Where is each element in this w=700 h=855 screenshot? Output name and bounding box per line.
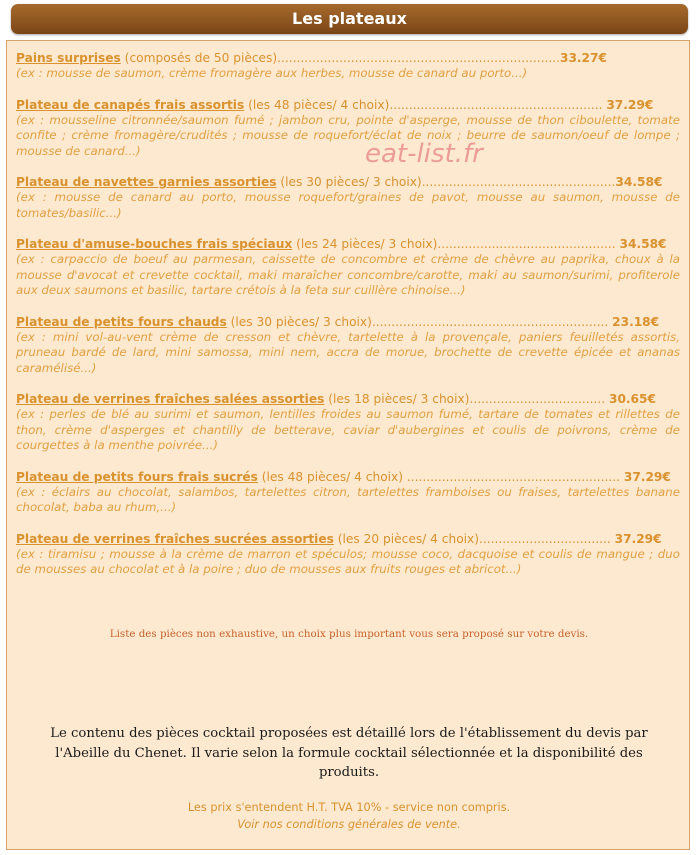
item-name-link[interactable]: Plateau de verrines fraîches salées assorties	[16, 392, 325, 406]
cocktail-content-note: Le contenu des pièces cocktail proposées est détaillé lors de l'établissement du devis par l'Abeille du Chenet. Il varie selon la formule cocktail sélectionnée et la disponibilité des produits.	[50, 726, 648, 780]
item-detail: (les 48 pièces/ 4 choix)	[244, 97, 390, 112]
item-name-link[interactable]: Plateau de petits fours chauds	[16, 314, 227, 329]
item-leader-dots: ..................................................	[421, 175, 616, 189]
pricing-footer	[7, 799, 691, 833]
item-name-link[interactable]: Plateau de canapés frais assortis	[16, 97, 245, 112]
list-item	[16, 391, 680, 454]
list-item	[16, 314, 680, 377]
item-name-link[interactable]: Plateau de verrines fraîches sucrées assorties	[16, 531, 334, 546]
item-description: (ex : mini vol-au-vent crème de cresson et chèvre, tartelette à la provençale, paniers feuilletés assortis, pruneau bardé de lard, mini samossa, mini nem, accra de morue, brochette de crevette épicée et ananas caramélisé...)	[16, 329, 680, 375]
item-name-link[interactable]: Pains surprises	[16, 51, 121, 65]
item-description: (ex : carpaccio de boeuf au parmesan, caissette de concombre et crème de chèvre au paprika, choux à la mousse d'avocat et crevette cocktail, maki maraîcher concombre/carotte, maki au saumon/surimi, profiterole aux deux saumons et basilic, tartare crétois à la feta sur cuillère chinoise...)	[16, 252, 680, 297]
page-title-bar	[11, 4, 688, 34]
page-title: Les plateaux	[292, 9, 407, 28]
item-price: 37.29€	[623, 469, 671, 484]
list-item	[16, 469, 680, 516]
item-price: 30.65€	[608, 392, 656, 406]
item-leader-dots: ..................................	[479, 531, 615, 546]
item-detail: (les 18 pièces/ 3 choix)	[324, 392, 470, 406]
item-name-link[interactable]: Plateau de navettes garnies assorties	[16, 175, 277, 189]
item-leader-dots: .......................................................	[389, 97, 607, 112]
plateaux-list	[16, 50, 680, 593]
item-detail: (les 48 pièces/ 4 choix)	[257, 469, 407, 484]
item-description: (ex : mousse de saumon, crème fromagère aux herbes, mousse de canard au porto...)	[16, 66, 528, 80]
item-detail: (les 30 pièces/ 3 choix)	[276, 175, 422, 189]
non-exhaustive-note: Liste des pièces non exhaustive, un choix plus important vous sera proposé sur votre devis.	[109, 628, 589, 640]
item-leader-dots: ...................................	[469, 392, 609, 406]
item-detail: (les 20 pièces/ 4 choix)	[333, 531, 480, 546]
item-detail: (composés de 50 pièces)	[120, 51, 278, 65]
item-price: 37.29€	[614, 531, 662, 546]
item-price: 33.27€	[559, 51, 607, 65]
list-item	[16, 174, 680, 221]
conditions-link[interactable]: Voir nos conditions générales de vente.	[237, 818, 461, 831]
item-leader-dots: .............................................................	[371, 314, 613, 329]
item-description: (ex : tiramisu ; mousse à la crème de marron et spéculos; mousse coco, dacquoise et coulis de mangue ; duo de mousses au chocolat et à la poire ; duo de mousses aux fruits rouges et abricot...)	[16, 546, 680, 576]
item-detail: (les 24 pièces/ 3 choix)	[292, 237, 438, 251]
item-detail: (les 30 pièces/ 3 choix)	[226, 314, 372, 329]
item-leader-dots: .........................................................................	[277, 51, 560, 65]
list-item	[16, 97, 680, 160]
list-item	[16, 531, 680, 578]
watermark-text: eat-list.fr	[365, 139, 483, 169]
item-price: 37.29€	[606, 97, 654, 112]
item-name-link[interactable]: Plateau d'amuse-bouches frais spéciaux	[16, 237, 293, 251]
item-price: 23.18€	[612, 314, 660, 329]
list-item	[16, 236, 680, 299]
item-description: (ex : mousse de canard au porto, mousse roquefort/graines de pavot, mousse au saumon, mousse de tomates/basilic...)	[16, 190, 680, 220]
item-description: (ex : mousseline citronnée/saumon fumé ; jambon cru, pointe d'asperge, mousse de thon ciboulette, tomate confite ; crème fromagère/crudités ; mousse de roquefort/éclat de noix ; beurre de saumon/oeuf de lompe ; mousse de canard...)	[16, 112, 680, 158]
list-item	[16, 50, 680, 82]
item-description: (ex : perles de blé au surimi et saumon, lentilles froides au saumon fumé, tartare de tomates et rillettes de thon, crème d'asperges et chantilly de betterave, caviar d'aubergines et coulis de poivrons, crème de courgettes à la menthe poivrée...)	[16, 407, 680, 452]
item-name-link[interactable]: Plateau de petits fours frais sucrés	[16, 469, 258, 484]
item-description: (ex : éclairs au chocolat, salambos, tartelettes citron, tartelettes framboises ou fraises, tartelettes banane chocolat, baba au rhum,...)	[16, 484, 680, 514]
pricing-note: Les prix s'entendent H.T. TVA 10% - service non compris.	[187, 801, 511, 814]
item-price: 34.58€	[619, 237, 667, 251]
plateaux-panel	[6, 40, 690, 850]
item-leader-dots: .......................................................	[406, 469, 624, 484]
item-leader-dots: ..............................................	[437, 237, 620, 251]
item-price: 34.58€	[615, 175, 663, 189]
